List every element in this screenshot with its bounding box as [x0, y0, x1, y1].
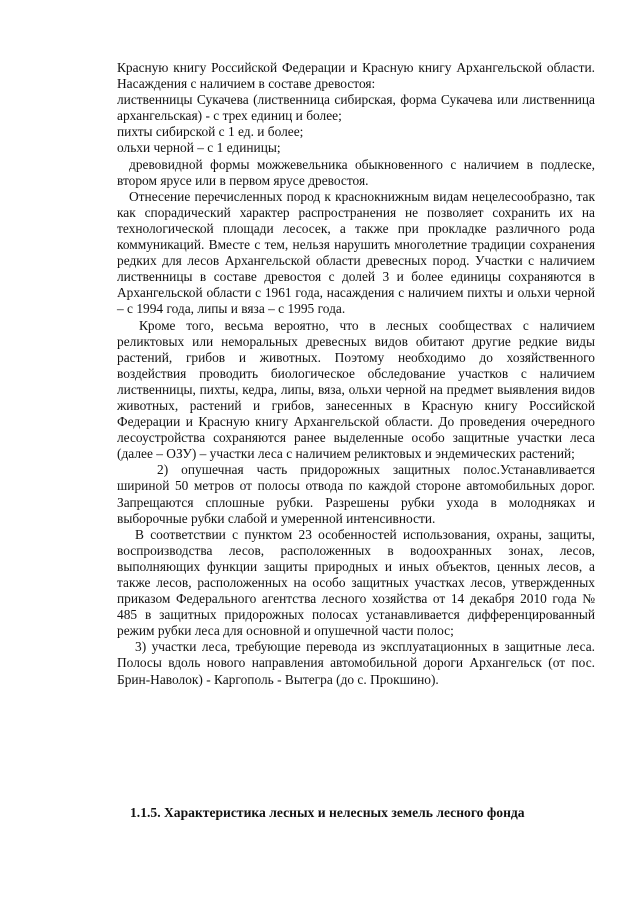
section-heading: 1.1.5. Характеристика лесных и нелесных земель лесного фонда — [130, 805, 525, 820]
paragraph-roadside-edge: 2) опушечная часть придорожных защитных полос.Устанавливается шириной 50 метров от полосы отвода по каждой стороне автомобильных дорог. Запрещаются сплошные рубки. Разрешены рубки ухода в молодняках и выборочные рубки слабой и умеренной интенсивности. — [117, 462, 595, 526]
paragraph-alder: ольхи черной – с 1 единицы; — [117, 140, 281, 156]
paragraph-protective-transfer: 3) участки леса, требующие перевода из эксплуатационных в защитные леса. Полосы вдоль нового направления автомобильной дороги Архангельск (от пос. Брин-Наволок) - Каргополь - Вытегра (до с. Прокшино). — [117, 639, 595, 687]
paragraph-classification: Отнесение перечисленных пород к краснокнижным видам нецелесообразно, так как спорадический характер распространения не позволяет сохранить их на технологической площади лесосек, а также при прокладке различного рода коммуникаций. Вместе с тем, нельзя нарушить многолетние традиции сохранения редких для лесов Архангельской области древесных пород. Участки с наличием лиственницы в составе древостоя с долей 3 и более единицы сохраняются в Архангельской области с 1961 года, насаждения с наличием пихты и ольхи черной – с 1994 года, липы и вяза – с 1995 года. — [117, 188, 595, 317]
paragraph-red-book-list: Красную книгу Российской Федерации и Красную книгу Архангельской области. Насаждения с наличием в составе древостоя: — [117, 60, 595, 92]
paragraph-larch: лиственницы Сукачева (лиственница сибирская, форма Сукачева или лиственница архангельская) - с трех единиц и более; — [117, 92, 595, 124]
paragraph-relict-species: Кроме того, весьма вероятно, что в лесных сообществах с наличием реликтовых или неморальных древесных видов обитают другие редкие виды растений, грибов и животных. Поэтому необходимо до хозяйственного воздействия проводить биологическое обследование участков с наличием лиственницы, пихты, кедра, липы, вяза, ольхи черной на предмет выявления видов животных, растений и грибов, занесенных в Красную книгу Российской Федерации и Красную книгу Архангельской области. До проведения очередного лесоустройства сохраняются ранее выделенные особо защитные участки леса (далее – ОЗУ) – участки леса с наличием реликтовых и эндемических растений; — [117, 317, 595, 462]
paragraph-juniper: древовидной формы можжевельника обыкновенного с наличием в подлеске, втором ярусе или в первом ярусе древостоя. — [117, 156, 595, 188]
document-body — [117, 60, 595, 688]
paragraph-regulation: В соответствии с пунктом 23 особенностей использования, охраны, защиты, воспроизводства лесов, расположенных в водоохранных зонах, лесов, выполняющих функции защиты природных и иных объектов, ценных лесов, а также лесов, расположенных на особо защитных участках лесов, утвержденных приказом Федерального агентства лесного хозяйства от 14 декабря 2010 года № 485 в защитных придорожных полосах устанавливается дифференцированный режим рубки леса для основной и опушечной части полос; — [117, 526, 595, 639]
paragraph-fir: пихты сибирской с 1 ед. и более; — [117, 124, 304, 140]
